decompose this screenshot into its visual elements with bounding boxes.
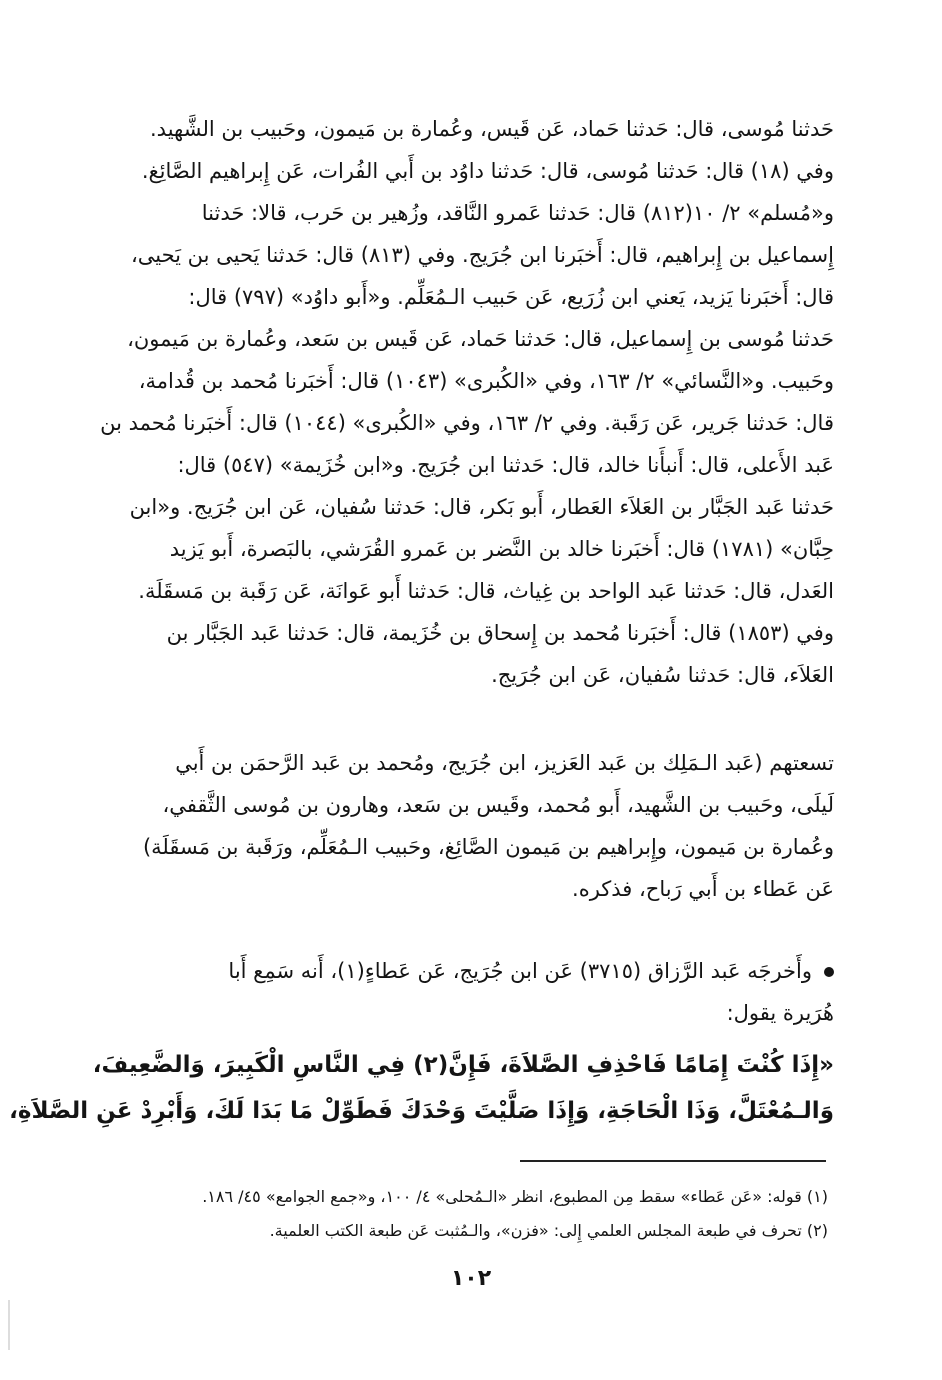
text-line: حَدثنا مُوسى بن إِسماعيل، قال: حَدثنا حَماد، عَن قَيس بن سَعد، وعُمارة بن مَيمون، bbox=[127, 327, 834, 351]
page-number: ١٠٢ bbox=[450, 1266, 492, 1291]
text-line: عَن عَطاء بن أَبي رَباح، فذكره. bbox=[572, 877, 834, 901]
text-line: وفي (١٨) قال: حَدثنا مُوسى، قال: حَدثنا داوُد بن أَبي الفُرات، عَن إِبراهيم الصَّائِغ. bbox=[141, 159, 834, 183]
bullet-line bbox=[110, 950, 834, 992]
text-line: عَبد الأَعلى، قال: أَنبأَنا خالد، قال: حَدثنا ابن جُرَيج. و«ابن خُزَيمة» (٥٤٧) قال: bbox=[177, 453, 834, 477]
text-line: هُرَيرة يقول: bbox=[726, 1001, 834, 1025]
text-line: إِسماعيل بن إِبراهيم، قال: أَخبَرنا ابن جُرَيج. وفي (٨١٣) قال: حَدثنا يَحيى بن يَحيى، bbox=[130, 243, 834, 267]
isnad-paragraph bbox=[100, 108, 834, 696]
footnote: (١) قوله: «عَن عَطاء» سقط مِن المطبوع، انظر «الـمُحلى» ٤/ ١٠٠، و«جمع الجوامع» ٤٥/ ١٨٦. bbox=[202, 1187, 828, 1206]
text-line: وحَبيب. و«النَّسائي» ٢/ ١٦٣، وفي «الكُبرى» (١٠٤٣) قال: أَخبَرنا مُحمد بن قُدامة، bbox=[138, 369, 834, 393]
text-line: وأَخرجَه عَبد الرَّزاق (٣٧١٥) عَن ابن جُرَيج، عَن عَطاءٍ(١)، أَنه سَمِع أَبا bbox=[228, 959, 812, 983]
text-line: و«مُسلم» ٢/ ١٠(٨١٢) قال: حَدثنا عَمرو النَّاقد، وزُهير بن حَرب، قالا: حَدثنا bbox=[201, 201, 834, 225]
text-line: العَلاَء، قال: حَدثنا سُفيان، عَن ابن جُرَيج. bbox=[491, 663, 834, 687]
footnote-divider bbox=[520, 1160, 826, 1162]
margin-mark bbox=[8, 1300, 10, 1350]
text-line: وعُمارة بن مَيمون، وإِبراهيم بن مَيمون الصَّائِغ، وحَبيب الـمُعَلِّم، ورَقَبة بن مَسقَلَة) bbox=[142, 835, 834, 859]
hadith-text bbox=[9, 1042, 834, 1134]
text-line: حَدثنا عَبد الجَبَّار بن العَلاَء العَطار، أَبو بَكر، قال: حَدثنا سُفيان، عَن ابن جُرَيج. و«ابن bbox=[129, 495, 834, 519]
text-line: لَيلَى، وحَبيب بن الشَّهيد، أَبو مُحمد، وقَيس بن سَعد، وهارون بن مُوسى الثَّقفي، bbox=[162, 793, 834, 817]
footnote: (٢) تحرف في طبعة المجلس العلمي إِلى: «فزن»، والـمُثبت عَن طبعة الكتب العلمية. bbox=[269, 1221, 828, 1240]
summary-paragraph bbox=[110, 742, 834, 910]
footnotes bbox=[160, 1180, 828, 1248]
hadith-line: «إِذَا كُنْتَ إِمَامًا فَاحْذِفِ الصَّلاَةَ، فَإِنَّ(٢) فِي النَّاسِ الْكَبِيرَ، وَالضَّعِيفَ، bbox=[92, 1052, 834, 1078]
text-line: قال: حَدثنا جَرير، عَن رَقَبة. وفي ٢/ ١٦٣، وفي «الكُبرى» (١٠٤٤) قال: أَخبَرنا مُحمد بن bbox=[100, 411, 834, 435]
hadith-line: وَالـمُعْتَلَّ، وَذَا الْحَاجَةِ، وَإِذَا صَلَّيْتَ وَحْدَكَ فَطَوِّلْ مَا بَدَا لَكَ، وَأَبْرِدْ عَنِ الصَّلاَةِ، bbox=[9, 1098, 834, 1124]
text-line: قال: أَخبَرنا يَزيد، يَعني ابن زُرَيع، عَن حَبيب الـمُعَلِّم. و«أَبو داوُد» (٧٩٧) قال: bbox=[188, 285, 834, 309]
text-line: وفي (١٨٥٣) قال: أَخبَرنا مُحمد بن إِسحاق بن خُزَيمة، قال: حَدثنا عَبد الجَبَّار بن bbox=[166, 621, 834, 645]
text-line: العَدل، قال: حَدثنا عَبد الواحد بن غِياث، قال: حَدثنا أَبو عَوانَة، عَن رَقَبة بن مَسقَلَة. bbox=[138, 579, 834, 603]
text-line: حَدثنا مُوسى، قال: حَدثنا حَماد، عَن قَيس، وعُمارة بن مَيمون، وحَبيب بن الشَّهيد. bbox=[150, 117, 834, 141]
text-line: تسعتهم (عَبد الـمَلِك بن عَبد العَزيز، ابن جُرَيج، ومُحمد بن عَبد الرَّحمَن بن أَبي bbox=[175, 751, 834, 775]
text-line: حِبَّان» (١٧٨١) قال: أَخبَرنا خالد بن النَّضر بن عَمرو القُرَشي، بالبَصرة، أَبو يَزيد bbox=[169, 537, 834, 561]
bullet-paragraph bbox=[110, 950, 834, 1034]
bullet-dot-icon bbox=[824, 967, 834, 977]
